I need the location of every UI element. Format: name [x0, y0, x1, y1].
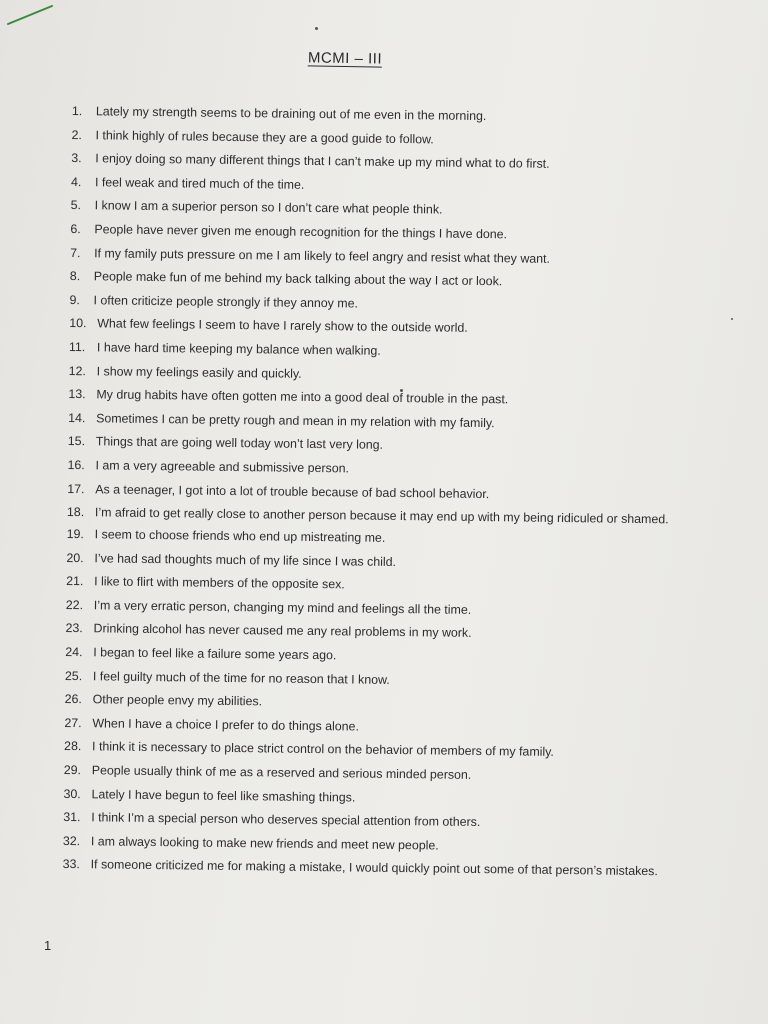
question-number: 22. — [65, 597, 84, 613]
question-text: My drug habits have often gotten me into a good deal of trouble in the past. — [96, 387, 509, 407]
question-text: I show my feelings easily and quickly. — [96, 363, 302, 381]
question-text: I think it is necessary to place strict control on the behavior of members of my family. — [92, 739, 555, 760]
question-text: People have never given me enough recognition for the things I have done. — [94, 222, 508, 242]
question-text: I know I am a superior person so I don’t care what people think. — [94, 198, 443, 217]
question-number: 33. — [62, 857, 80, 872]
question-number: 29. — [63, 762, 82, 778]
question-text: I’m a very erratic person, changing my mind and feelings all the time. — [93, 598, 472, 617]
question-text: Things that are going well today won’t last very long. — [95, 434, 384, 453]
question-number: 17. — [67, 481, 85, 496]
question-text: When I have a choice I prefer to do things alone. — [92, 716, 360, 734]
question-number: 14. — [68, 410, 86, 425]
question-text: I am a very agreeable and submissive person. — [95, 458, 350, 476]
question-number: 3. — [71, 151, 82, 166]
question-number: 8. — [69, 269, 81, 284]
question-number: 26. — [64, 692, 82, 707]
question-text: I feel weak and tired much of the time. — [94, 175, 305, 192]
question-text: Lately I have begun to feel like smashing things. — [91, 786, 356, 805]
question-text: What few feelings I seem to have I rarely show to the outside world. — [97, 316, 468, 336]
question-number: 24. — [65, 645, 83, 660]
page-number: 1 — [44, 938, 52, 953]
question-number: 9. — [69, 292, 80, 307]
question-text: Sometimes I can be pretty rough and mean in my relation with my family. — [96, 411, 495, 430]
question-number: 28. — [64, 739, 82, 754]
question-text: I am always looking to make new friends and meet new people. — [90, 834, 439, 853]
question-number: 31. — [63, 810, 81, 825]
question-number: 12. — [68, 363, 87, 378]
question-text: Lately my strength seems to be draining out of me even in the morning. — [95, 104, 487, 124]
question-number: 20. — [66, 550, 84, 565]
question-text: I like to flirt with members of the opposite sex. — [94, 574, 345, 592]
question-number: 7. — [70, 245, 81, 260]
page-title: MCMI – III — [307, 49, 383, 68]
question-text: I have hard time keeping my balance when walking. — [96, 340, 381, 358]
question-number: 6. — [70, 221, 81, 237]
question-number: 32. — [62, 833, 81, 848]
question-text: Other people envy my abilities. — [92, 692, 263, 709]
question-list — [63, 100, 744, 884]
question-number: 30. — [63, 786, 81, 801]
question-text: I seem to choose friends who end up mistreating me. — [94, 527, 386, 545]
question-text: I’ve had sad thoughts much of my life since I was child. — [94, 550, 397, 569]
question-text: If my family puts pressure on me I am likely to feel angry and resist what they want. — [94, 245, 551, 266]
question-text: I often criticize people strongly if they annoy me. — [93, 293, 359, 311]
question-number: 4. — [70, 174, 82, 189]
question-text: I think I’m a special person who deserves special attention from others. — [91, 810, 481, 830]
question-text: People usually think of me as a reserved and serious minded person. — [91, 763, 472, 782]
question-number: 16. — [67, 457, 85, 473]
question-number: 19. — [66, 527, 85, 542]
pen-mark — [6, 4, 56, 28]
question-number: 18. — [66, 505, 85, 520]
question-number: 15. — [67, 434, 86, 449]
question-text: I enjoy doing so many different things that I can’t make up my mind what to do first. — [95, 151, 550, 172]
question-number: 2. — [71, 127, 83, 142]
question-number: 11. — [68, 339, 86, 355]
ink-speck — [315, 27, 318, 30]
question-number: 1. — [71, 103, 83, 119]
question-number: 10. — [69, 316, 87, 331]
question-number: 27. — [64, 715, 82, 731]
question-number: 21. — [66, 574, 84, 589]
question-number: 23. — [65, 621, 83, 636]
question-number: 13. — [68, 387, 86, 402]
question-text: If someone criticized me for making a mistake, I would quickly point out some of that person’s mistakes. — [90, 857, 658, 879]
question-text: As a teenager, I got into a lot of trouble because of bad school behavior. — [95, 481, 490, 501]
question-text: Drinking alcohol has never caused me any real problems in my work. — [93, 621, 472, 641]
question-text: People make fun of me behind my back talking about the way I act or look. — [93, 269, 503, 289]
question-text: I’m afraid to get really close to another person because it may end up with my being ridiculed or shamed. — [94, 505, 669, 527]
question-text: I think highly of rules because they are a good guide to follow. — [95, 127, 434, 147]
question-text: I began to feel like a failure some years ago. — [93, 645, 337, 663]
question-number: 5. — [70, 198, 82, 213]
question-number: 25. — [64, 668, 83, 683]
question-text: I feel guilty much of the time for no reason that I know. — [92, 668, 390, 687]
